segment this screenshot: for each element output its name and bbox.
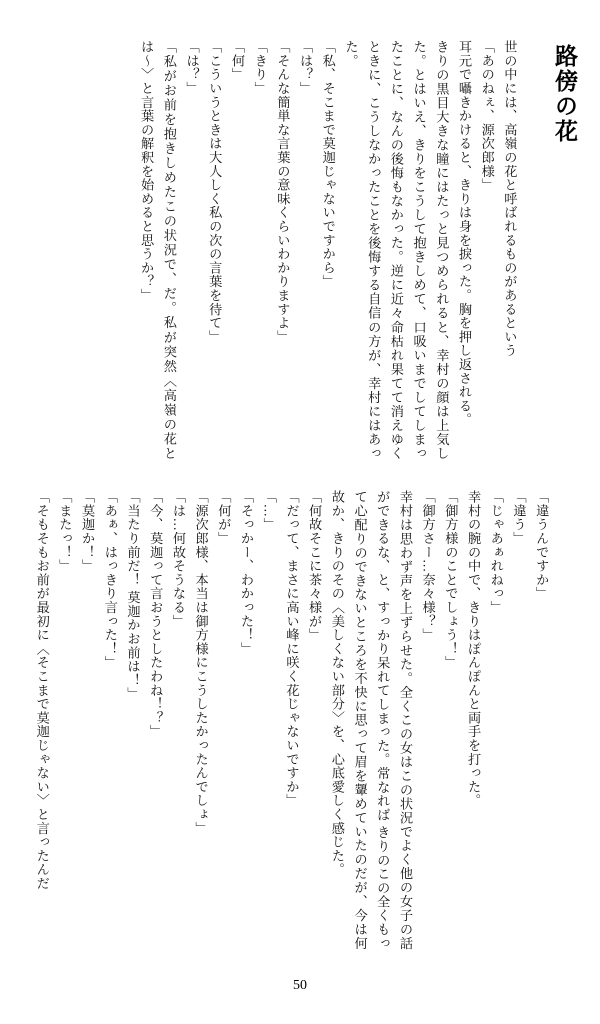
paragraph: 「何故そこに茶々様が」: [307, 490, 323, 642]
paragraph: 幸村は思わず声を上ずらせた。全くこの女はこの状況でよく他の女子の話ができるな、と、すっかり呆れてしまった。常なれば きりのこの全くもって心配りのできないところを不快に思って眉を顰めていたのだが、今は何故か、きりのその〈美しくない部分〉を、心底愛しく感じた。: [329, 490, 413, 950]
paragraph: 「…」: [261, 490, 277, 532]
page-title: 路傍の花: [552, 44, 577, 144]
paragraph: 「あぁ、はっきり言った！」: [102, 490, 118, 670]
top-text-cluster: [134, 40, 578, 460]
paragraph: 「御方さー…奈々様？」: [420, 490, 436, 642]
paragraph: 「違うんですか」: [534, 490, 550, 601]
paragraph: 耳元で囁きかけると、きりは身を捩った。胸を押し返される。: [457, 40, 472, 427]
paragraph: 「あのねぇ、源次郎様」: [479, 40, 495, 192]
paragraph: 「きり」: [252, 40, 268, 96]
paragraph: 幸村の腕の中で、きりはぽんぽんと両手を打った。: [466, 490, 482, 808]
paragraph: 「は？」: [298, 40, 314, 96]
paragraph: 「そもそもお前が最初に〈そこまで莫迦じゃない〉と言ったんだ: [34, 490, 50, 891]
paragraph: 「だって、まさに高い峰に咲く花じゃないですか」: [284, 490, 300, 808]
page-body: [22, 40, 578, 960]
paragraph: 「は？」: [184, 40, 200, 96]
paragraph: 「じゃあぁれねっ」: [488, 490, 504, 615]
paragraph: 「今、莫迦って言おうとしたわね！？」: [148, 490, 164, 739]
paragraph: 「違う」: [511, 490, 527, 546]
paragraph: 「そんな簡単な言葉の意味くらいわかりますよ」: [275, 40, 291, 344]
paragraph: 「何」: [229, 40, 245, 82]
paragraph: 「そっかー、わかった！」: [239, 490, 255, 656]
paragraph: 「何が」: [216, 490, 232, 546]
paragraph: 「当たり前だ！ 莫迦かお前は！」: [125, 490, 141, 701]
paragraph: 「またっ！」: [57, 490, 73, 573]
page-number: 50: [293, 978, 307, 993]
paragraph: 「は…何故そうなる」: [170, 490, 186, 628]
paragraph: 「こういうときは大人しく私の次の言葉を待て」: [207, 40, 223, 344]
paragraph: 「御方様のことでしょう！」: [443, 490, 459, 670]
paragraph: きりの黒目大きな瞳にはたっと見つめられると、幸村の顔は上気した。とはいえ、きりをこうして抱きしめて、口吸いまでしてしまったことに、なんの後悔もなかった。逆に近々命枯れ果てて消えゆくときに、こうしなかったことを後悔する自信の方が、幸村にはあった。: [343, 40, 450, 460]
paragraph: 「源次郎様、本当は御方様にこうしたかったんでしょ」: [193, 490, 209, 835]
paragraph: 「私がお前を抱きしめたこの状況で、だ。私が突然〈高嶺の花とは〜〉と言葉の解釈を始めると思うか？」: [139, 40, 177, 460]
paragraph: 「莫迦か！」: [80, 490, 96, 573]
paragraph: 世の中には、高嶺の花と呼ばれるものがあるという: [502, 40, 518, 358]
bottom-text-cluster: [30, 490, 552, 950]
paragraph: 「私、そこまで莫迦じゃないですから」: [320, 40, 336, 289]
